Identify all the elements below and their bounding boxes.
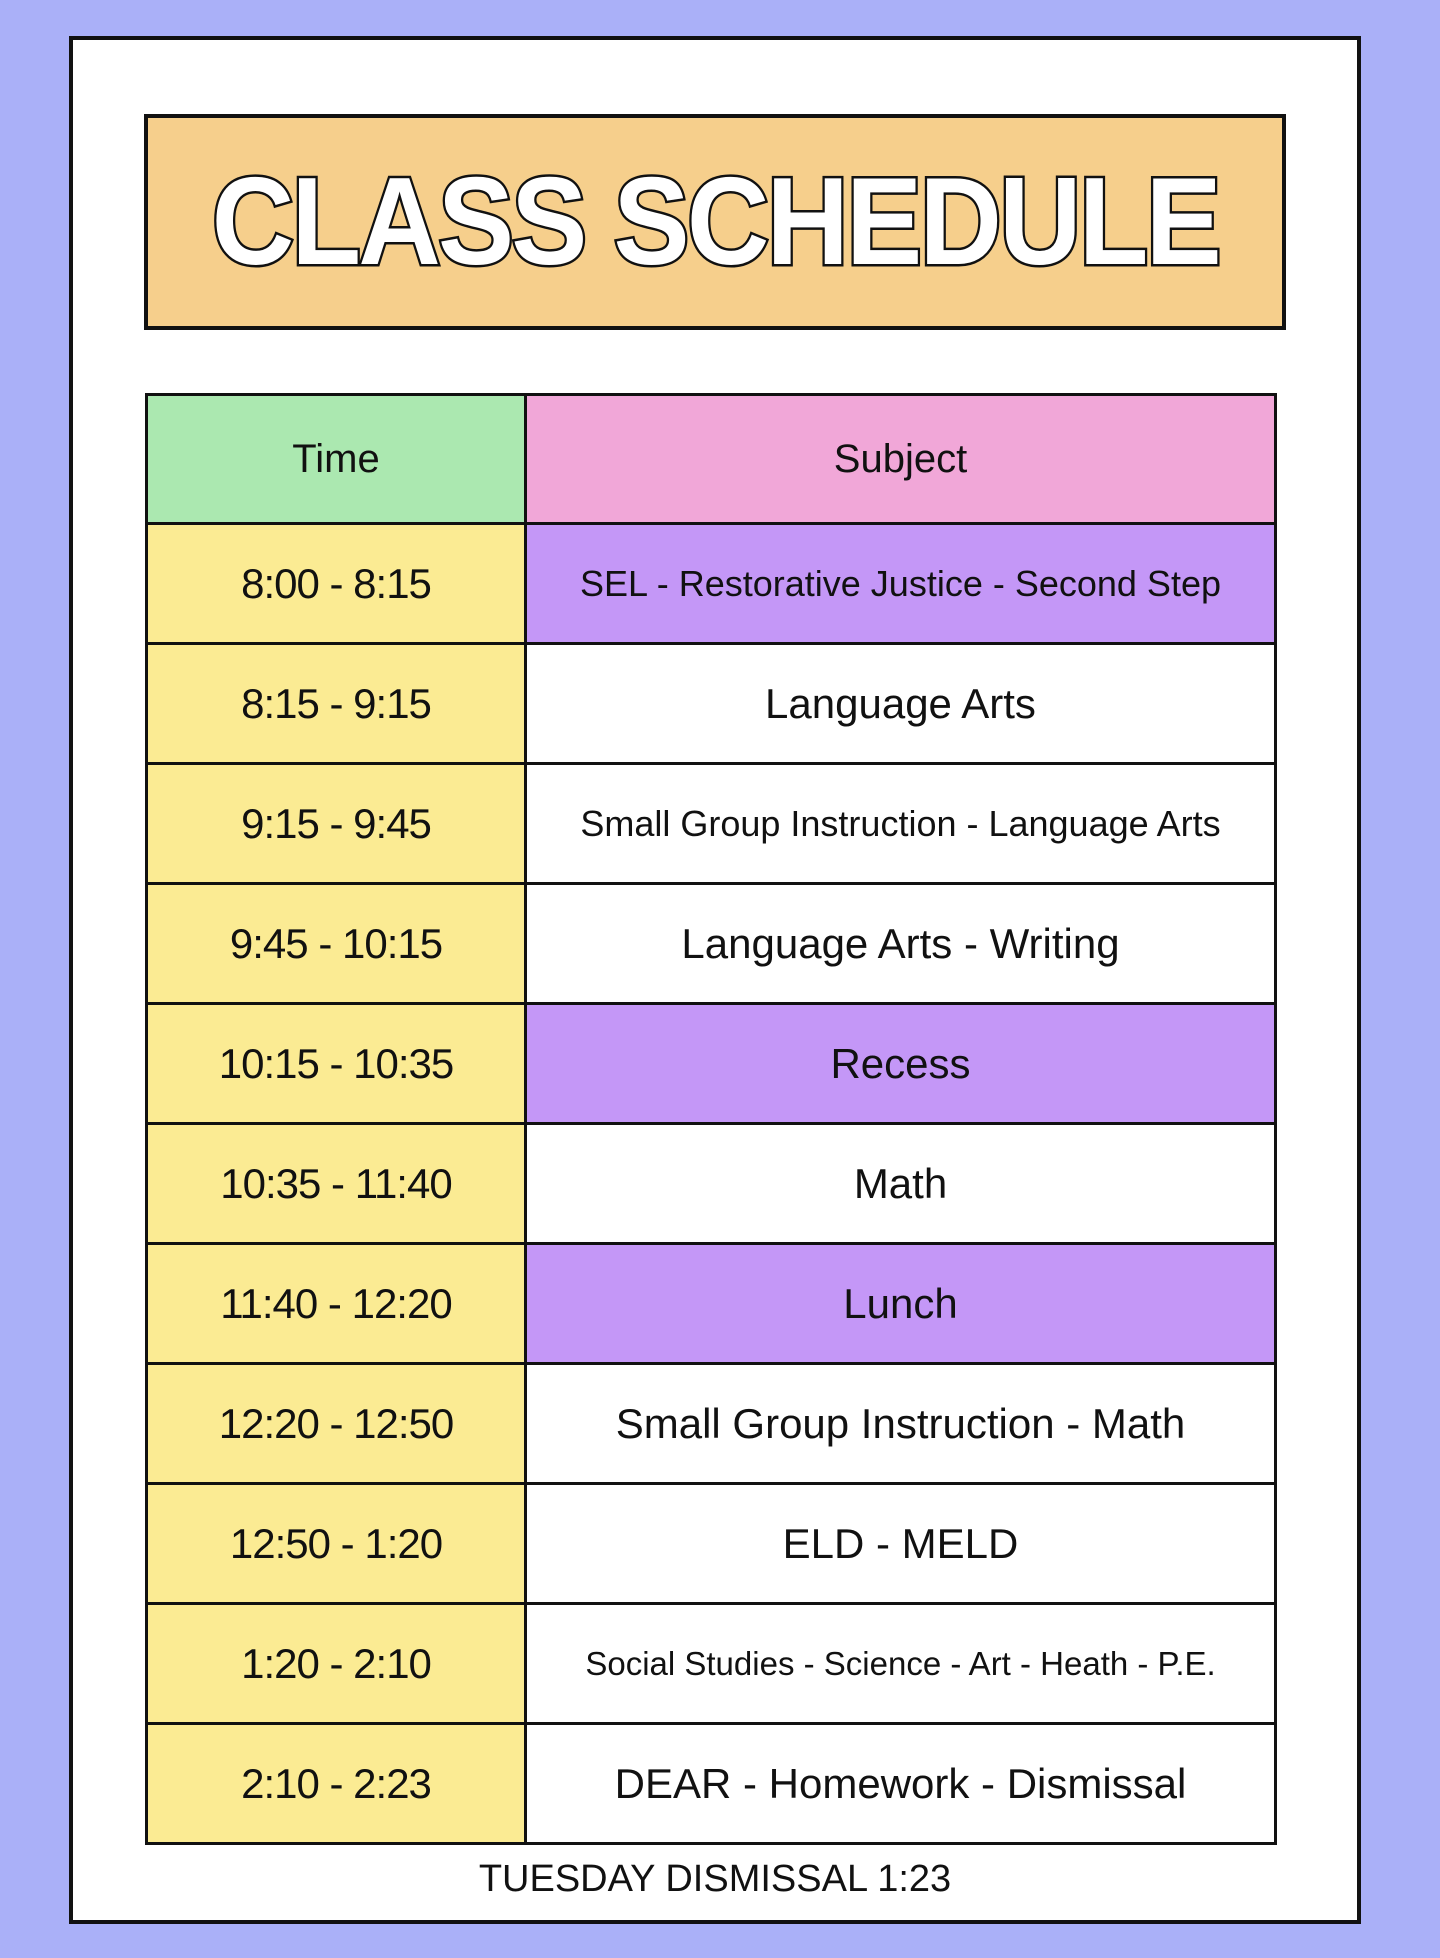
subject-cell: SEL - Restorative Justice - Second Step [526, 524, 1276, 644]
subject-cell: Lunch [526, 1244, 1276, 1364]
table-row [147, 764, 1276, 884]
subject-cell: Small Group Instruction - Math [526, 1364, 1276, 1484]
subject-cell: Language Arts - Writing [526, 884, 1276, 1004]
table-row [147, 644, 1276, 764]
subject-cell: Small Group Instruction - Language Arts [526, 764, 1276, 884]
subject-cell: DEAR - Homework - Dismissal [526, 1724, 1276, 1844]
table-row [147, 524, 1276, 644]
subject-cell: Recess [526, 1004, 1276, 1124]
table-row [147, 1364, 1276, 1484]
time-cell: 1:20 - 2:10 [147, 1604, 526, 1724]
time-cell: 10:15 - 10:35 [147, 1004, 526, 1124]
table-row [147, 1724, 1276, 1844]
time-cell: 9:45 - 10:15 [147, 884, 526, 1004]
time-cell: 12:20 - 12:50 [147, 1364, 526, 1484]
table-row [147, 884, 1276, 1004]
schedule-table [145, 393, 1277, 1845]
time-cell: 11:40 - 12:20 [147, 1244, 526, 1364]
page-title: CLASS SCHEDULE [211, 153, 1219, 291]
time-cell: 8:00 - 8:15 [147, 524, 526, 644]
subject-header: Subject [526, 395, 1276, 524]
table-row [147, 1604, 1276, 1724]
table-row [147, 1124, 1276, 1244]
time-cell: 10:35 - 11:40 [147, 1124, 526, 1244]
time-cell: 9:15 - 9:45 [147, 764, 526, 884]
time-cell: 8:15 - 9:15 [147, 644, 526, 764]
header-row [147, 395, 1276, 524]
title-banner [144, 114, 1286, 330]
subject-cell: Math [526, 1124, 1276, 1244]
subject-cell: Social Studies - Science - Art - Heath - P.E. [526, 1604, 1276, 1724]
time-cell: 12:50 - 1:20 [147, 1484, 526, 1604]
time-header: Time [147, 395, 526, 524]
table-row [147, 1484, 1276, 1604]
time-cell: 2:10 - 2:23 [147, 1724, 526, 1844]
table-row [147, 1004, 1276, 1124]
subject-cell: Language Arts [526, 644, 1276, 764]
tuesday-dismissal-note: TUESDAY DISMISSAL 1:23 [478, 1858, 952, 1900]
table-row [147, 1244, 1276, 1364]
subject-cell: ELD - MELD [526, 1484, 1276, 1604]
